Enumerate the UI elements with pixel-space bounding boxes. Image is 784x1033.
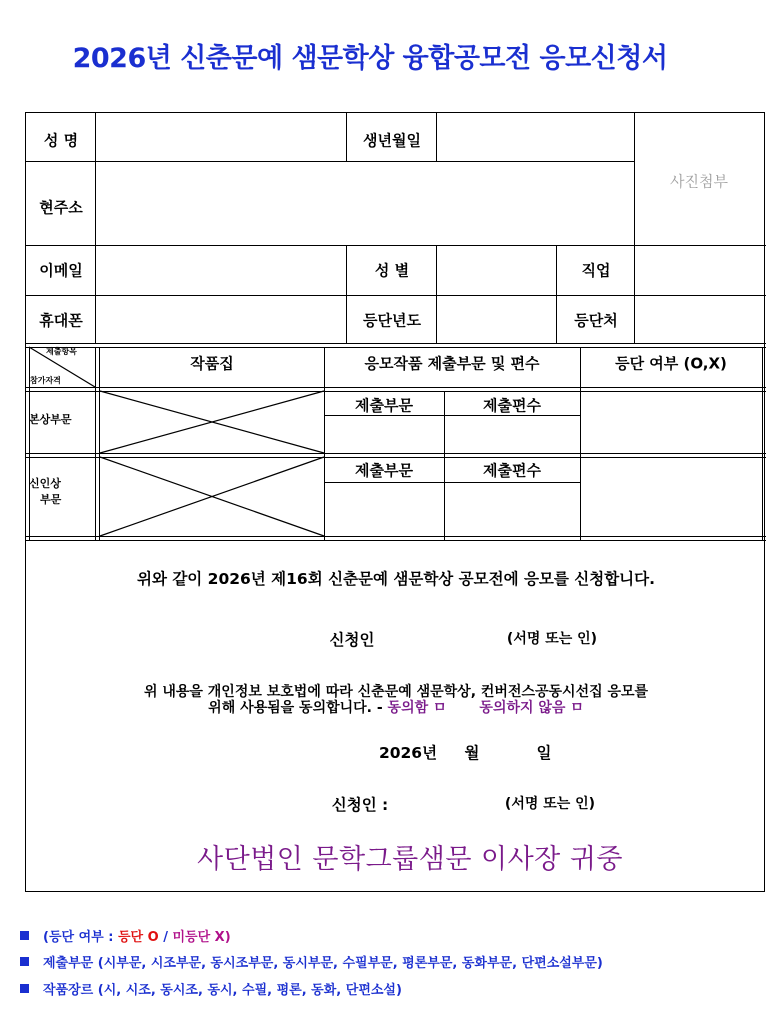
debut-place-label: 등단처 bbox=[574, 311, 618, 330]
gender-label: 성 별 bbox=[374, 261, 410, 280]
disagree-option[interactable]: 동의하지 않음 ㅁ bbox=[479, 700, 584, 716]
date-month: 월 bbox=[464, 744, 480, 762]
email-label: 이메일 bbox=[39, 261, 83, 280]
row-new-label-1: 신인상 bbox=[29, 477, 61, 490]
photo-placeholder[interactable]: 사진첨부 bbox=[670, 172, 728, 191]
note-debut: (등단 여부 : 등단 O / 미등단 X) bbox=[20, 926, 231, 945]
col-debut-header: 등단 여부 (O,X) bbox=[615, 354, 727, 373]
name-label: 성 명 bbox=[43, 131, 79, 150]
sub-category-header: 제출부문 bbox=[355, 461, 413, 480]
consent-text: 위해 사용됨을 동의합니다. - bbox=[208, 700, 383, 716]
phone-label: 휴대폰 bbox=[39, 311, 83, 330]
consent-line-2 bbox=[208, 697, 584, 717]
applicant-label-2: 신청인 : bbox=[331, 796, 389, 814]
bullet-square-icon bbox=[20, 957, 29, 966]
note-genres: 작품장르 (시, 시조, 동시조, 동시, 수필, 평론, 동화, 단편소설) bbox=[20, 979, 402, 998]
date-year: 2026년 bbox=[378, 744, 438, 762]
sub-count-header: 제출편수 bbox=[483, 396, 541, 415]
debut-year-label: 등단년도 bbox=[363, 311, 421, 330]
signature-hint: (서명 또는 인) bbox=[506, 631, 598, 647]
bullet-square-icon bbox=[20, 984, 29, 993]
apply-text: 위와 같이 2026년 제16회 신춘문예 샘문학상 공모전에 응모를 신청합니다. bbox=[136, 570, 656, 588]
col-book-header: 작품집 bbox=[190, 354, 234, 373]
col-category-header: 응모작품 제출부문 및 편수 bbox=[364, 354, 540, 373]
agree-option[interactable]: 동의함 ㅁ bbox=[387, 700, 447, 716]
row-new-label-2: 부문 bbox=[40, 493, 62, 506]
corner-bottom-label: 참가자격 bbox=[30, 376, 61, 385]
bullet-square-icon bbox=[20, 931, 29, 940]
address-label: 현주소 bbox=[39, 198, 83, 217]
closing-addressee: 사단법인 문학그룹샘문 이사장 귀중 bbox=[197, 844, 623, 875]
row-main-label: 본상부문 bbox=[29, 413, 72, 426]
consent-line-1: 위 내용을 개인정보 보호법에 따라 신춘문예 샘문학상, 컨버전스공동시선집 응모를 bbox=[143, 684, 649, 700]
birth-label: 생년월일 bbox=[363, 131, 421, 150]
cell-crosses bbox=[26, 113, 766, 553]
applicant-label: 신청인 bbox=[329, 631, 375, 649]
signature-hint-2: (서명 또는 인) bbox=[504, 796, 596, 812]
corner-top-label: 제출항목 bbox=[46, 347, 77, 356]
date-day: 일 bbox=[536, 744, 552, 762]
sub-category-header: 제출부문 bbox=[355, 396, 413, 415]
note-categories: 제출부문 (시부문, 시조부문, 동시조부문, 동시부문, 수필부문, 평론부문, 동화부문, 단편소설부문) bbox=[20, 952, 603, 971]
job-label: 직업 bbox=[581, 261, 611, 280]
sub-count-header: 제출편수 bbox=[483, 461, 541, 480]
form-title: 2026년 신춘문예 샘문학상 융합공모전 응모신청서 bbox=[72, 43, 668, 74]
application-form bbox=[25, 112, 765, 892]
